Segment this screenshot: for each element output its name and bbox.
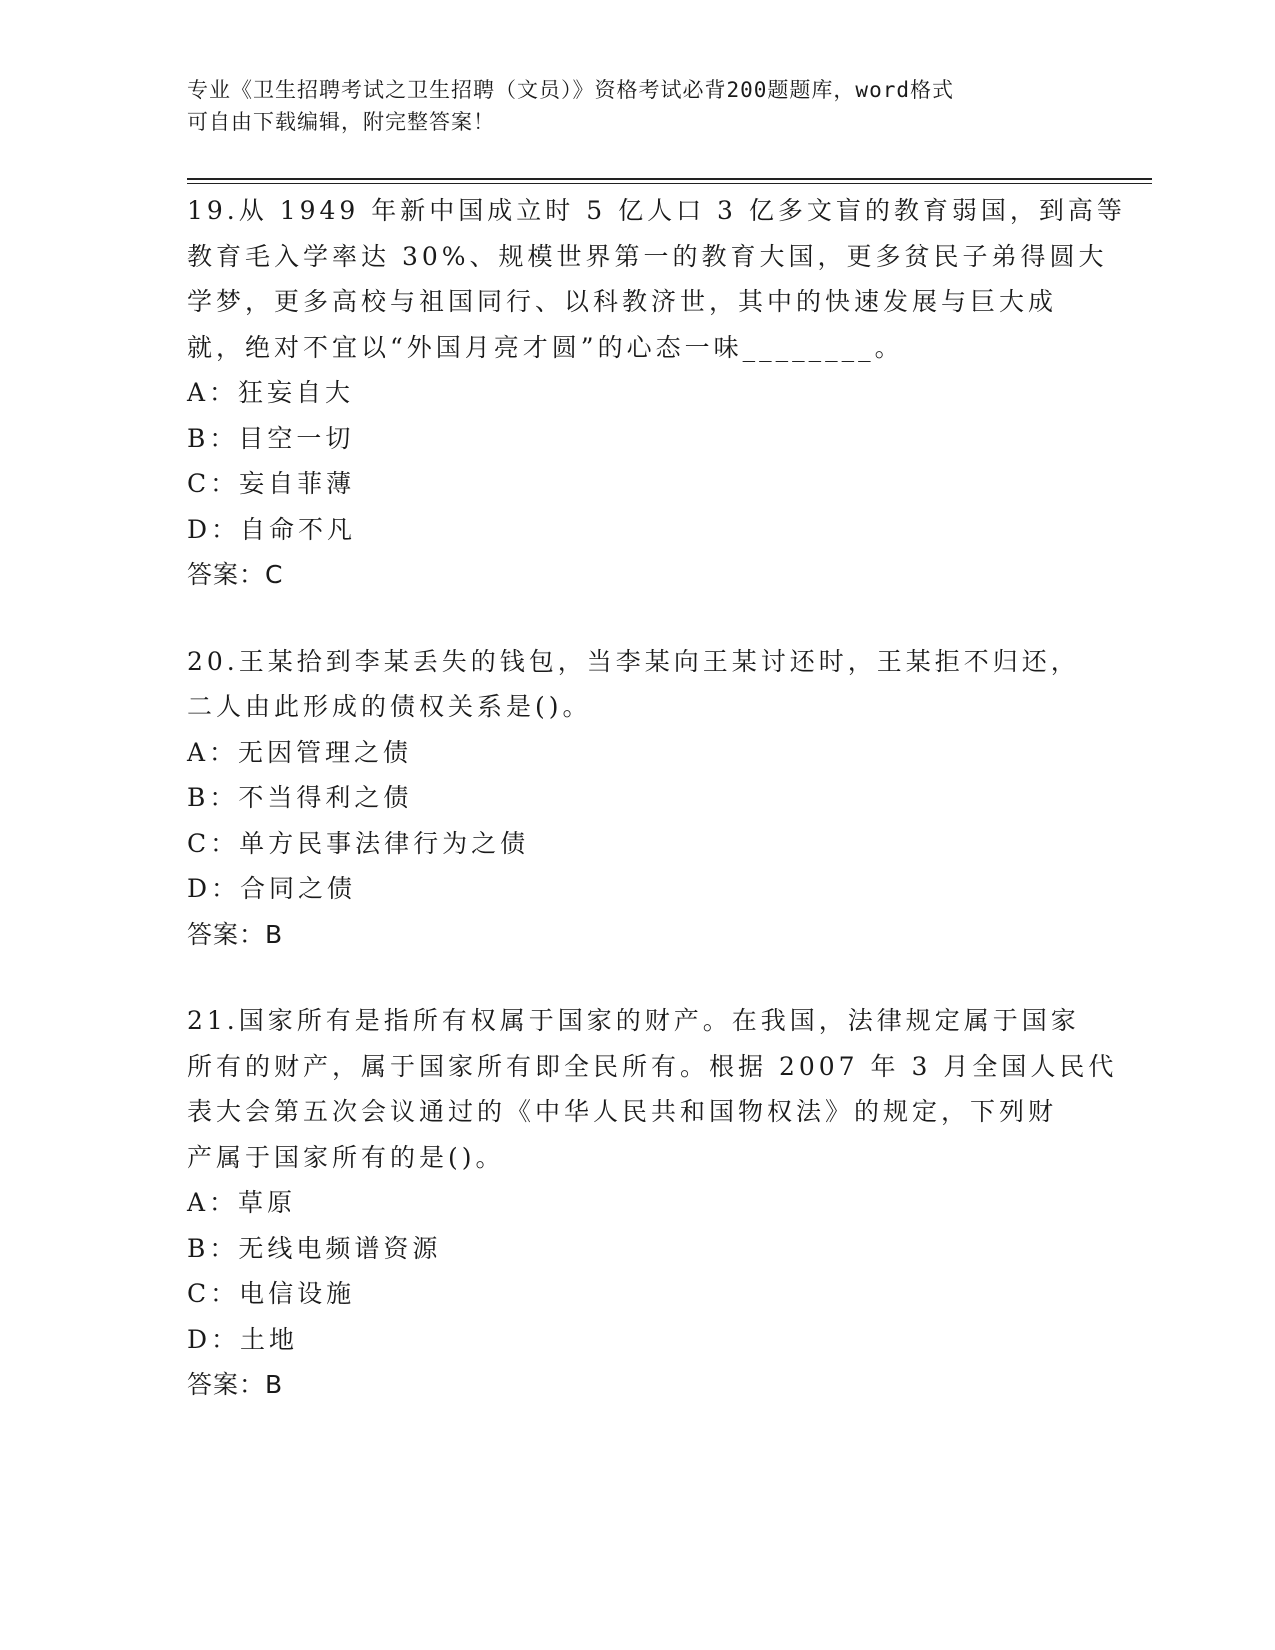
answer-label: 答案：B (187, 1370, 284, 1399)
question-stem-line: 19.从 1949 年新中国成立时 5 亿人口 3 亿多文盲的教育弱国，到高等 (187, 196, 1126, 225)
question-stem-line: 产属于国家所有的是()。 (187, 1142, 505, 1172)
question-19 (187, 188, 1126, 598)
option-a: A：无因管理之债 (187, 737, 413, 767)
question-20 (187, 639, 1087, 958)
option-d: D：自命不凡 (187, 514, 357, 544)
header-title-line-1: 专业《卫生招聘考试之卫生招聘（文员）》资格考试必背200题题库，word格式 (187, 78, 954, 102)
option-b: B：不当得利之债 (187, 783, 413, 812)
question-stem-line: 就，绝对不宜以“外国月亮才圆”的心态一味________。 (187, 332, 904, 362)
header-title-line-2: 可自由下载编辑，附完整答案！ (187, 110, 495, 134)
question-stem-line: 21.国家所有是指所有权属于国家的财产。在我国，法律规定属于国家 (187, 1006, 1080, 1035)
header-divider-thick (187, 178, 1152, 180)
question-stem-line: 学梦，更多高校与祖国同行、以科教济世，其中的快速发展与巨大成 (187, 287, 1058, 316)
document-header (187, 74, 1087, 138)
option-c: C：电信设施 (187, 1279, 356, 1308)
option-a: A：草原 (187, 1188, 297, 1217)
option-a: A：狂妄自大 (187, 378, 355, 407)
option-b: B：目空一切 (187, 423, 355, 453)
question-list (187, 188, 1126, 1449)
question-stem-line: 二人由此形成的债权关系是()。 (187, 692, 592, 721)
option-b: B：无线电频谱资源 (187, 1233, 442, 1263)
option-d: D：合同之债 (187, 874, 357, 903)
question-stem-line: 表大会第五次会议通过的《中华人民共和国物权法》的规定，下列财 (187, 1097, 1058, 1126)
question-stem-line: 20.王某拾到李某丢失的钱包，当李某向王某讨还时，王某拒不归还， (187, 646, 1080, 676)
question-stem-line: 教育毛入学率达 30%、规模世界第一的教育大国，更多贫民子弟得圆大 (187, 241, 1108, 271)
answer-label: 答案：B (187, 919, 284, 949)
question-stem-line: 所有的财产，属于国家所有即全民所有。根据 2007 年 3 月全国人民代 (187, 1051, 1118, 1081)
answer-label: 答案：C (187, 560, 284, 589)
option-c: C：单方民事法律行为之债 (187, 828, 530, 858)
option-d: D：土地 (187, 1324, 299, 1354)
question-21 (187, 998, 1118, 1408)
option-c: C：妄自菲薄 (187, 469, 356, 498)
header-divider-thin (187, 183, 1152, 184)
